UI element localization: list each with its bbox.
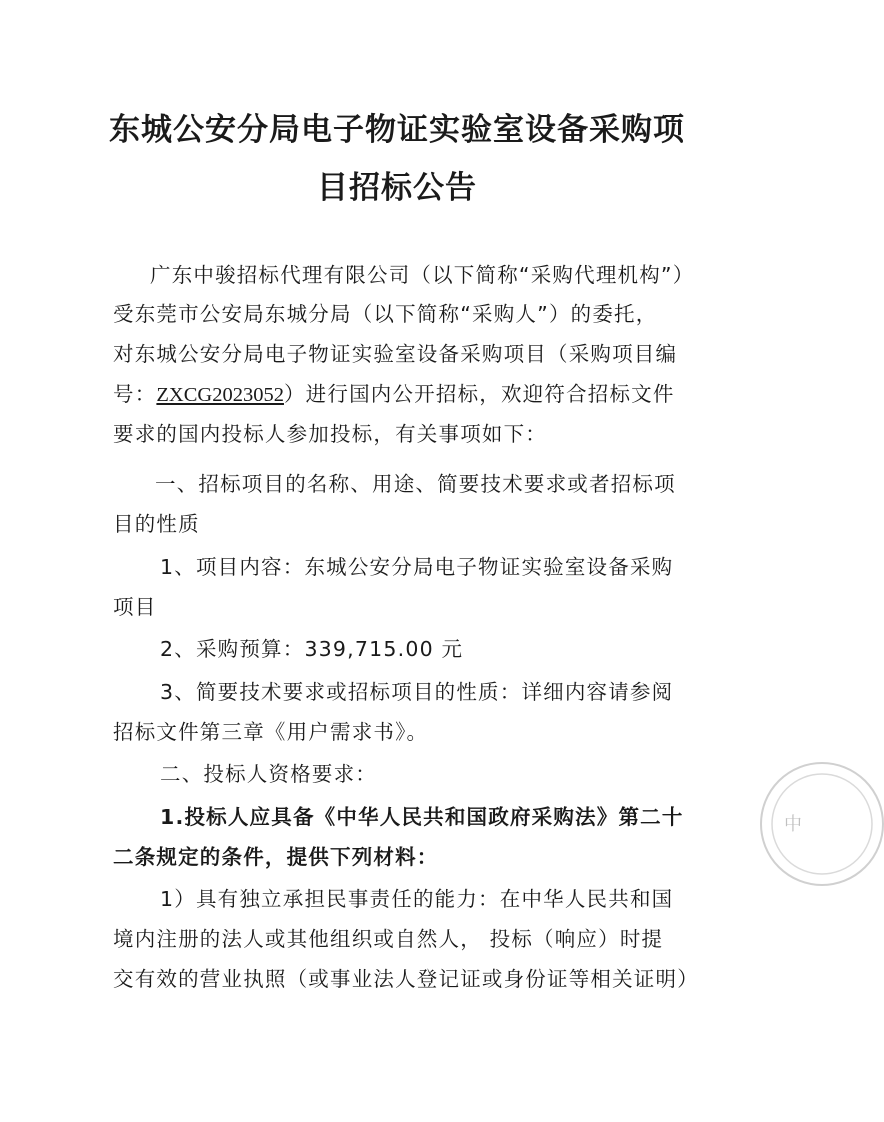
requirement-1-line-2: 二条规定的条件，提供下列材料： [113, 845, 439, 869]
sub-requirement-1-line-1: 1）具有独立承担民事责任的能力：在中华人民共和国 [160, 887, 674, 911]
intro-line-5: 要求的国内投标人参加投标，有关事项如下： [113, 422, 547, 446]
section-2-heading: 二、投标人资格要求： [160, 762, 377, 786]
title-line-2: 目招标公告 [317, 170, 477, 206]
item-1-line-2: 项目 [113, 595, 157, 619]
intro-line-4 [113, 377, 675, 407]
intro-line-3: 对东城公安分局电子物证实验室设备采购项目（采购项目编 [113, 342, 678, 366]
intro-line-4-prefix: 号： [113, 382, 157, 406]
project-code: ZXCG2023052 [156, 384, 284, 406]
requirement-1-line-1: 1.投标人应具备《中华人民共和国政府采购法》第二十 [160, 805, 684, 829]
title-line-1: 东城公安分局电子物证实验室设备采购项 [109, 112, 685, 148]
intro-line-1: 广东中骏招标代理有限公司（以下简称“采购代理机构”） [150, 263, 695, 287]
item-3-line-1: 3、简要技术要求或招标项目的性质：详细内容请参阅 [160, 680, 674, 704]
item-3-line-2: 招标文件第三章《用户需求书》。 [113, 720, 429, 744]
intro-line-4-suffix: ）进行国内公开招标，欢迎符合招标文件 [283, 382, 675, 406]
section-1-heading-line-2: 目的性质 [113, 512, 200, 536]
item-2-budget: 2、采购预算：339,715.00 元 [160, 637, 464, 661]
section-1-heading-line-1: 一、招标项目的名称、用途、简要技术要求或者招标项 [155, 472, 676, 496]
sub-requirement-1-line-3: 交有效的营业执照（或事业法人登记证或身份证等相关证明） [113, 967, 699, 991]
seal-ring-icon [762, 764, 882, 884]
company-seal-stamp [760, 762, 884, 886]
item-1-line-1: 1、项目内容：东城公安分局电子物证实验室设备采购 [160, 555, 674, 579]
intro-line-2: 受东莞市公安局东城分局（以下简称“采购人”）的委托， [113, 302, 658, 326]
sub-requirement-1-line-2: 境内注册的法人或其他组织或自然人， 投标（响应）时提 [113, 927, 664, 951]
seal-text: 中 [784, 814, 802, 835]
